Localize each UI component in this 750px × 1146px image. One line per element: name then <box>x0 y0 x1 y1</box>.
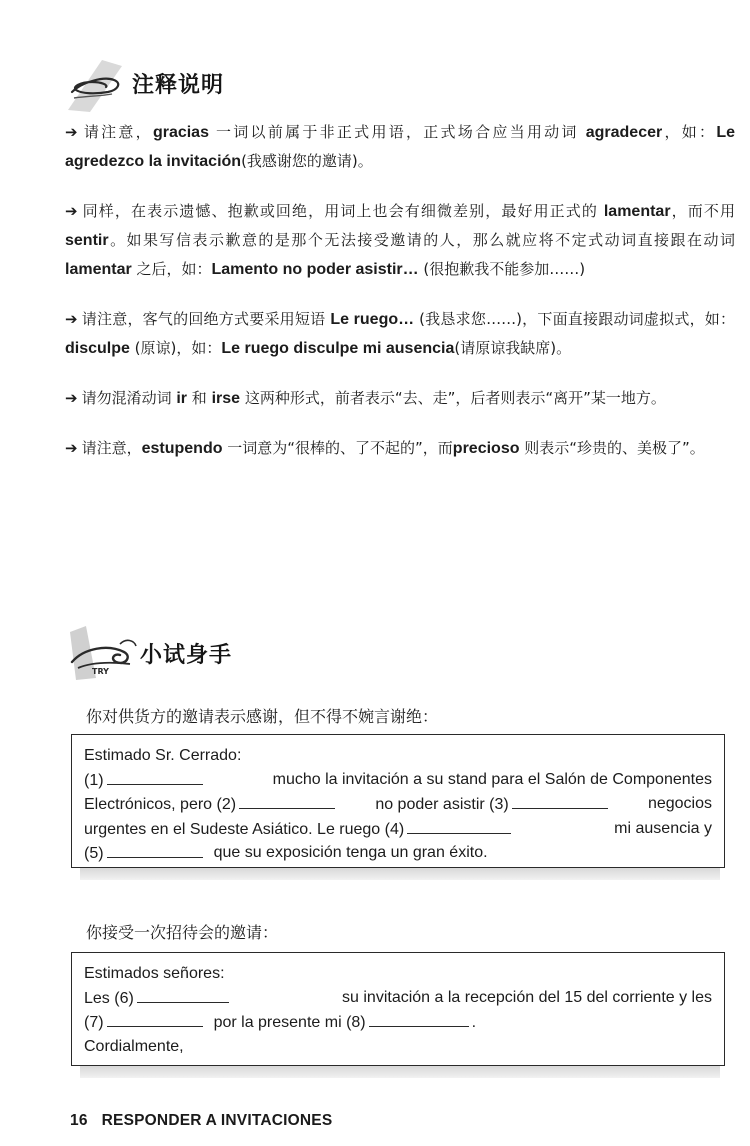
note-item: ➔ 请勿混淆动词 ir 和 irse 这两种形式，前者表示“去、走”，后者则表示“离开”某一地方。 <box>65 389 666 407</box>
arrow-icon: ➔ <box>65 439 78 457</box>
blank-2[interactable] <box>239 792 335 809</box>
arrow-icon: ➔ <box>65 202 78 220</box>
box-shadow <box>80 1066 720 1078</box>
practice-title: 小试身手 <box>140 642 233 668</box>
chapter-title: RESPONDER A INVITACIONES <box>101 1112 333 1129</box>
arrow-icon: ➔ <box>65 310 78 328</box>
arrow-icon: ➔ <box>65 389 78 407</box>
blank-6[interactable] <box>137 986 229 1003</box>
letter-greeting: Estimado Sr. Cerrado: <box>84 747 242 764</box>
blank-4[interactable] <box>407 817 511 834</box>
note-item: ➔ 请注意，gracias 一词以前属于非正式用语，正式场合应当用动词 agradecer，如：Le agredezco la invitación(我感谢您的邀请)。 <box>65 123 735 170</box>
practice-heading <box>64 622 232 684</box>
arrow-icon: ➔ <box>65 123 78 141</box>
blank-8[interactable] <box>369 1010 469 1027</box>
letter-greeting: Estimados señores: <box>84 965 225 982</box>
exercise1-instruction: 你对供货方的邀请表示感谢，但不得不婉言谢绝： <box>86 707 439 726</box>
notes-list <box>65 118 735 484</box>
exercise2-box: Estimados señores: Les (6) su invitación a la recepción del 15 del corriente y les (7) por la presente mi (8) . Cordialmente, <box>71 952 725 1066</box>
blank-3[interactable] <box>512 792 608 809</box>
note-item: ➔ 请注意，客气的回绝方式要采用短语 Le ruego… (我恳求您……)，下面直接跟动词虚拟式，如：disculpe (原谅)，如：Le ruego disculpe mi ausencia(请原谅我缺席)。 <box>65 310 736 357</box>
page-number: 16 <box>70 1112 88 1129</box>
swirl-badge-icon <box>64 622 140 684</box>
blank-1[interactable] <box>107 768 203 785</box>
note-item: ➔ 同样，在表示遗憾、抱歉或回绝，用词上也会有细微差别，最好用正式的 lamentar，而不用sentir。如果写信表示歉意的是那个无法接受邀请的人，那么就应将不定式动词直接跟在动词 lamentar 之后，如：Lamento no poder asistir… (很抱歉我不能参加……) <box>65 202 735 278</box>
blank-7[interactable] <box>107 1010 203 1027</box>
svg-text:TRY: TRY <box>92 667 109 676</box>
paperclip-icon <box>62 52 132 114</box>
exercise1-box: Estimado Sr. Cerrado: (1) mucho la invitación a su stand para el Salón de Componentes Electrónicos, pero (2) no poder asistir (3) negocios urgentes en el Sudeste Asiático. Le ruego (4) mi ausencia y (5) que su exposición tenga un gran éxito. <box>71 734 725 868</box>
box-shadow <box>80 868 720 880</box>
blank-5[interactable] <box>107 841 203 858</box>
exercise2-instruction: 你接受一次招待会的邀请： <box>86 923 279 942</box>
page-footer <box>70 1112 332 1130</box>
notes-heading <box>62 52 224 114</box>
note-item: ➔ 请注意，estupendo 一词意为“很棒的、了不起的”，而precioso 则表示“珍贵的、美极了”。 <box>65 439 705 457</box>
notes-title: 注释说明 <box>132 72 225 98</box>
letter-closing: Cordialmente, <box>84 1037 184 1055</box>
